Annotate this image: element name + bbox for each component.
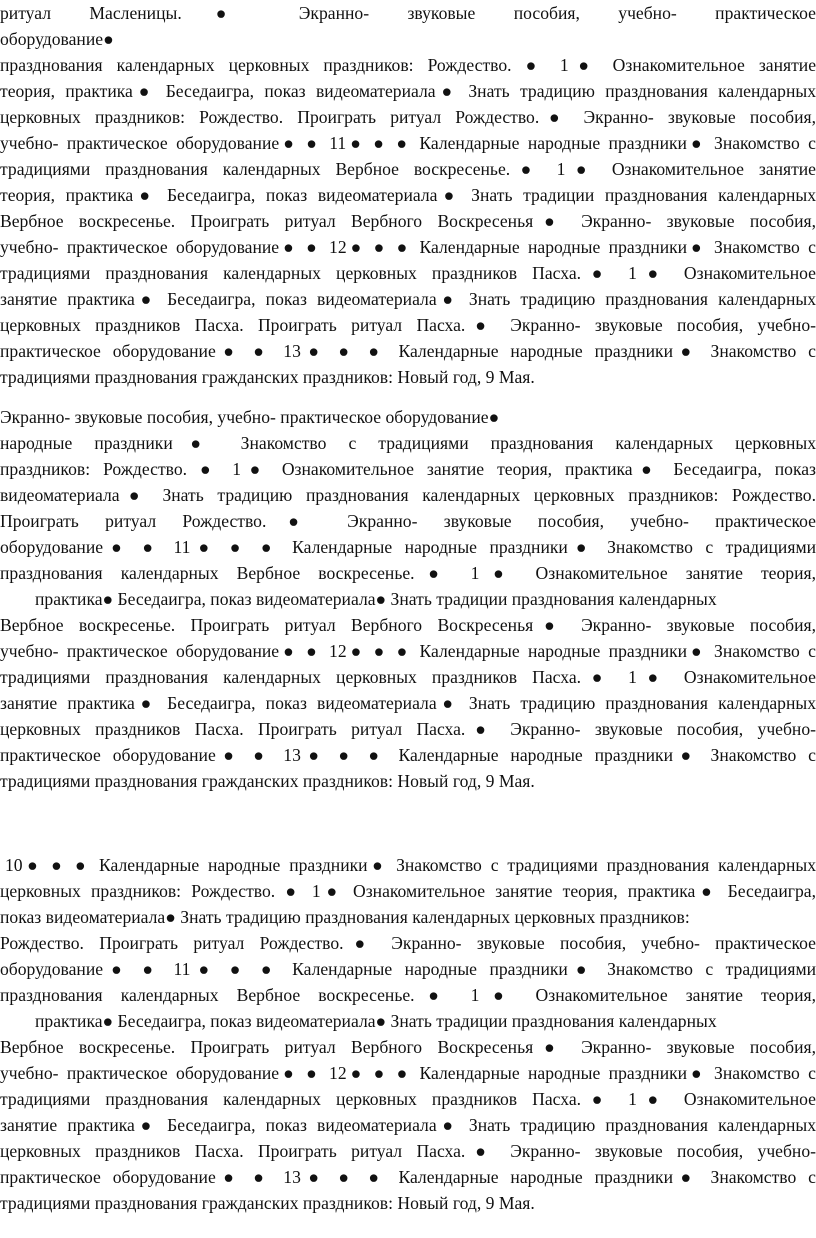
text-line: занятие практика● Беседаигра, показ видеоматериала● Знать традицию празднования календарных [0, 693, 816, 713]
text-line: видеоматериала● Знать традицию празднования календарных церковных праздников: Рождество. [0, 485, 816, 505]
text-line: оборудование● ● 11● ● ● Календарные народные праздники● Знакомство с традициями [0, 537, 816, 557]
text-line: народные праздники● Знакомство с традициями празднования календарных церковных [0, 433, 816, 453]
text-line: практика● Беседаигра, показ видеоматериала● Знать традиции празднования календарных [35, 1011, 717, 1031]
text-line: 10● ● ● Календарные народные праздники● Знакомство с традициями празднования календарных [5, 855, 816, 875]
text-line: традициями празднования гражданских праздников: Новый год, 9 Мая. [0, 771, 535, 791]
text-line: учебно- практическое оборудование● ● 11● ● ● Календарные народные праздники● Знакомство с [0, 133, 816, 153]
text-line: теория, практика● Беседаигра, показ видеоматериала● Знать традиции празднования календарных [0, 185, 816, 205]
text-line: Вербное воскресенье. Проиграть ритуал Вербного Воскресенья● Экранно- звуковые пособия, [0, 211, 816, 231]
text-line: традициями празднования календарных церковных праздников Пасха.● 1● Ознакомительное [0, 667, 816, 687]
text-line: празднования календарных Вербное воскресенье.● 1● Ознакомительное занятие теория, [0, 563, 816, 583]
text-line: практическое оборудование● ● 13● ● ● Календарные народные праздники● Знакомство с [0, 745, 816, 765]
text-line: празднования календарных Вербное воскресенье.● 1● Ознакомительное занятие теория, [0, 985, 816, 1005]
text-line: оборудование● ● 11● ● ● Календарные народные праздники● Знакомство с традициями [0, 959, 816, 979]
text-line: празднования календарных церковных праздников: Рождество. ● 1● Ознакомительное занятие [0, 55, 816, 75]
text-line: ритуал Масленицы.● Экранно- звуковые пособия, учебно- практическое [0, 3, 816, 23]
text-line: традициями празднования гражданских праздников: Новый год, 9 Мая. [0, 367, 535, 387]
text-line: церковных праздников Пасха. Проиграть ритуал Пасха.● Экранно- звуковые пособия, учебно- [0, 719, 816, 739]
text-line: традициями празднования гражданских праздников: Новый год, 9 Мая. [0, 1193, 535, 1213]
text-line: церковных праздников: Рождество. Проиграть ритуал Рождество.● Экранно- звуковые пособия, [0, 107, 816, 127]
text-line: учебно- практическое оборудование● ● 12● ● ● Календарные народные праздники● Знакомство с [0, 1063, 816, 1083]
text-line: Экранно- звуковые пособия, учебно- практическое оборудование● [0, 407, 500, 427]
text-line: учебно- практическое оборудование● ● 12● ● ● Календарные народные праздники● Знакомство с [0, 237, 816, 257]
text-line: практическое оборудование● ● 13● ● ● Календарные народные праздники● Знакомство с [0, 341, 816, 361]
text-line: Рождество. Проиграть ритуал Рождество.● Экранно- звуковые пособия, учебно- практическое [0, 933, 816, 953]
text-line: занятие практика● Беседаигра, показ видеоматериала● Знать традицию празднования календарных [0, 1115, 816, 1135]
text-line: практика● Беседаигра, показ видеоматериала● Знать традиции празднования календарных [35, 589, 717, 609]
text-line: занятие практика● Беседаигра, показ видеоматериала● Знать традицию празднования календарных [0, 289, 816, 309]
text-line: традициями празднования календарных церковных праздников Пасха.● 1● Ознакомительное [0, 263, 816, 283]
text-line: показ видеоматериала● Знать традицию празднования календарных церковных праздников: [0, 907, 690, 927]
text-line: оборудование● [0, 29, 114, 49]
text-line: церковных праздников Пасха. Проиграть ритуал Пасха.● Экранно- звуковые пособия, учебно- [0, 315, 816, 335]
text-line: праздников: Рождество. ● 1● Ознакомительное занятие теория, практика● Беседаигра, показ [0, 459, 816, 479]
text-line: Вербное воскресенье. Проиграть ритуал Вербного Воскресенья● Экранно- звуковые пособия, [0, 615, 816, 635]
text-line: Вербное воскресенье. Проиграть ритуал Вербного Воскресенья● Экранно- звуковые пособия, [0, 1037, 816, 1057]
text-line: учебно- практическое оборудование● ● 12● ● ● Календарные народные праздники● Знакомство с [0, 641, 816, 661]
text-line: традициями празднования календарных Вербное воскресенье.● 1● Ознакомительное занятие [0, 159, 816, 179]
text-line: теория, практика● Беседаигра, показ видеоматериала● Знать традицию празднования календарных [0, 81, 816, 101]
text-line: церковных праздников Пасха. Проиграть ритуал Пасха.● Экранно- звуковые пособия, учебно- [0, 1141, 816, 1161]
text-line: церковных праздников: Рождество. ● 1● Ознакомительное занятие теория, практика● Беседаигра, [0, 881, 816, 901]
text-line: традициями празднования календарных церковных праздников Пасха.● 1● Ознакомительное [0, 1089, 816, 1109]
text-line: Проиграть ритуал Рождество.● Экранно- звуковые пособия, учебно- практическое [0, 511, 816, 531]
text-line: практическое оборудование● ● 13● ● ● Календарные народные праздники● Знакомство с [0, 1167, 816, 1187]
